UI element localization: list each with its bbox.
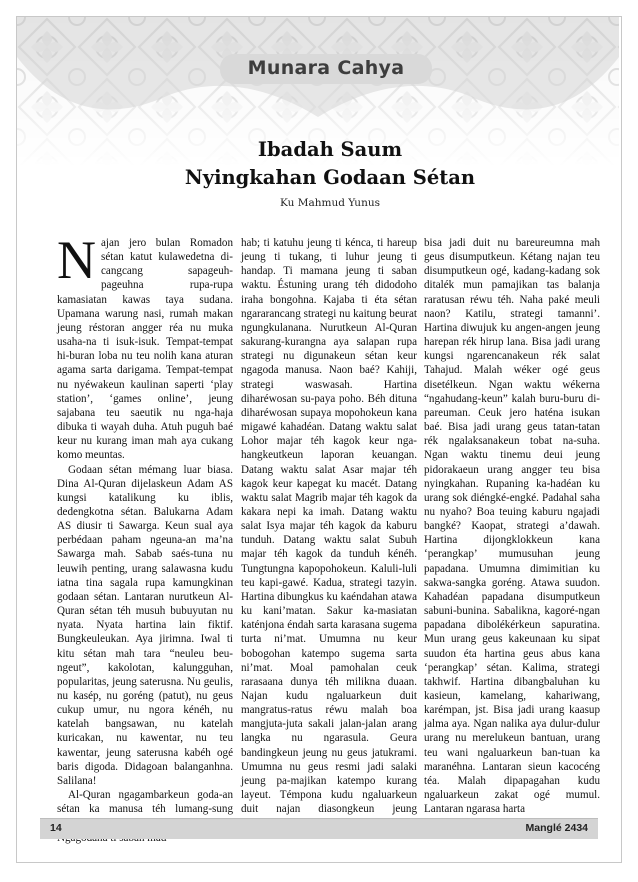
paragraph-text: ajan jero bulan Romadon sétan katut kulawedetna di-cangcang sapageuh-pageuhna rupa-rupa kamasiatan kawas taya sudana. Upamana warung nasi, rumah makan jeung réstoran angger réa nu muka usaha-na ti isuk-isuk. Tempat-tempat hi-buran loba nu teu nolih kana aturan agama sarta darigama. Tempat-tempat nu nyéwakeun kaulinan saperti ‘play station’, ‘games online’, jeung sajabana teu saeutik nu nga-haja dibuka ti wayah duha. Atuh puguh baé keur nu kurang iman mah aya cukang komo meuntas. — [57, 237, 233, 462]
magazine-issue: Manglé 2434 — [525, 822, 588, 834]
article-title-line-1: Ibadah Saum — [257, 138, 403, 161]
paragraph: Al-Quran ngagambarkeun goda-an sétan ka manusa téh lumang-sung — [57, 789, 233, 816]
section-rubric-label: Munara Cahya — [247, 57, 405, 79]
text-column-3 — [424, 236, 600, 816]
article-title-line-2: Nyingkahan Godaan Sétan — [184, 166, 476, 189]
paragraph — [57, 230, 233, 463]
drop-cap: N — [57, 230, 96, 290]
paragraph: hab; ti katuhu jeung ti kénca, ti hareup jeung ti tukang, ti luhur jeung ti handap. Ti mamana jeung ti saban waktu. Éstuning urang téh didodoho iraha bongohna. Kajaba ti éta sétan ngararancang strategi nu kaitung beurat ngungkulanana. Nurutkeun Al-Quran sakurang-kurangna aya salapan rupa strategi nu digunakeun sétan keur ngagoda manusa. Naon baé? Kahiji, strategi waswasah. Hartina diharéwosan su-paya poho. Béh dituna diharéwosan supaya mopohokeun kana migawé kahadéan. Datang waktu salat Lohor majar téh kagok keur nga-hangkeutkeun laporan keuangan. Datang waktu salat Asar majar téh kagok keur kapegat ku macét. Datang waktu salat Magrib majar téh kagok da kakara nepi ka imah. Datang waktu salat Isya majar téh kagok da kaburu tunduh. Datang waktu salat Subuh majar téh kagok da tunduh kénéh. Tungtungna kapopohokeun. Kaluli-luli teu kapi-gawé. Kadua, strategi tazyin. Hartina dibungkus ku kaéndahan atawa ku kani’matan. Sakur ka-masiatan katénjona éndah sarta karasana sugema turta ni’mat. Umumna nu keur bobogohan katempo sugema sarta ni’mat. Moal pamohalan ceuk rarasaana dunya téh milikna duaan. Najan kudu ngaluarkeun duit mangratus-ratus réwu malah boa mangjuta-juta sakali jalan-jalan arang langka nu ngarasula. Geura bandingkeun jeung nu geus jatukrami. Umumna nu geus resmi jadi salaki jeung pa-majikan katempo kurang layeut. Témpona kudu ngaluarkeun duit najan diasongkeun jeung — [241, 237, 417, 816]
page-footer — [40, 818, 598, 839]
text-column-2 — [241, 236, 417, 831]
text-column-1 — [57, 230, 233, 845]
section-rubric — [220, 54, 432, 84]
page-number: 14 — [50, 822, 62, 834]
paragraph: Godaan sétan mémang luar biasa. Dina Al-Quran dijelaskeun Adam AS kungsi katalikung ku iblis, dedengkotna sétan. Balukarna Adam AS diusir ti Sawarga. Keun sual aya perbédaan paham ngeuna-an ma’na Sawarga mah. Sabab saés-tuna nu leuwih penting, urang salawasna kudu iatna tina sagala rupa kamungkinan godaan sétan. Lantaran nurutkeun Al-Quran sétan téh musuh bubuyutan nu nyata. Nyata hartina lain fiktif. Bungkeuleukan. Aya jirimna. Iwal ti kitu sétan mah tara “neuleu beu-ngeut”, kakolotan, kalungguhan, popularitas, jeung saterusna. Nu geulis, nu kasép, nu goréng (patut), nu geus cukup umur, nu ngora kénéh, nu katelah bangsawan, nu katelah kuricakan, nu kawentar, nu teu kawentar, jeung saterusna kabéh ogé baris digoda. Didagoan balanganhna. Salilana! — [57, 463, 233, 787]
paragraph: bisa jadi duit nu bareureumna mah geus disumputkeun. Kétang najan teu disumputkeun ogé, kadang-kadang sok ditalék mun pamajikan tas balanja raratusan réwu téh. Naha paké meuli naon? Katilu, strategi tamanni’. Hartina diwujuk ku angen-angen jeung harepan rék hirup lana. Bisa jadi urang kungsi ngarencanakeun rék salat Tahajud. Malah wéker ogé geus disetélkeun. Ngan waktu wékerna “ngahudang-keun” kalah buru-buru di-pareuman. Ceuk jero haténa isukan baé. Bisa jadi urang geus tatan-tatan rék ngalaksanakeun tobat na-suha. Ngan waktu tinemu deui jeung pidorakaeun urang angger teu bisa nyingkahan. Rupaning ka-hadéan ku urang sok diéngké-engké. Padahal saha nu nyaho? Boa teuing kaburu ngajadi bangké? Kaopat, strategi a’dawah. Hartina dijongklokkeun kana ‘perangkap’ mumusuhan jeung papadana. Umumna dimimitian ku sakwa-sangka goréng. Atawa suudon. Kahadéan papadana disumputkeun sabuni-bunina. Sabalikna, kagoré-ngan papadana dibolékérkeun sapuratina. Mun urang geus kakeunaan ku sipat suudon éta hartina geus abus kana ‘perangkap’ sétan. Kalima, strategi takhwif. Hartina dibangbaluhan ku kasieun, kamelang, kahariwang, karémpan, jst. Bisa jadi urang kaasup jalma aya. Ngan nalika aya dulur-dulur urang nu merelukeun bantuan, urang teu wani ngaluarkeun ban-tuan ka maranéhna. Lantaran sieun kacocéng téa. Malah dipapagahan kudu ngaluarkeun zakat ogé mumul. Lantaran ngarasa harta — [424, 237, 600, 816]
article-author: Ku Mahmud Yunus — [280, 197, 380, 209]
